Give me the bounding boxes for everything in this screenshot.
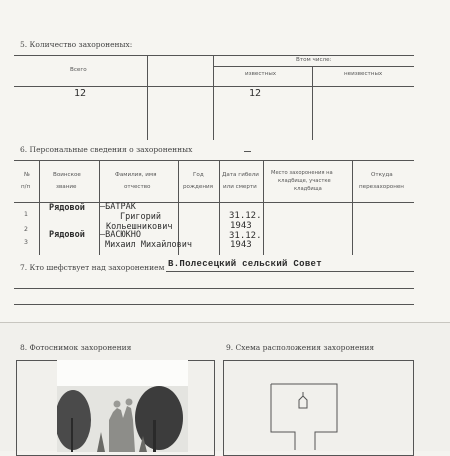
section5-including-header: Втом числе: [296, 57, 332, 63]
hdr-place-b: кладбище, участке [278, 178, 331, 184]
hdr-place-a: Место захоронения на [271, 170, 333, 176]
section5-total-value: 12 [74, 88, 87, 99]
section5-known-header: известных [245, 71, 277, 77]
section7-underline [166, 271, 414, 272]
section5-unknown-header: неизвестных [344, 71, 383, 77]
section5-heading: 5. Количество захороненых: [20, 40, 133, 49]
row-num: 1 [24, 211, 28, 218]
hdr-from-a: Откуда [371, 172, 393, 178]
section6-heading-dash [244, 151, 251, 152]
hdr-death-b: или смерти [223, 184, 257, 190]
section8-heading: 8. Фотоснимок захоронения [20, 343, 132, 352]
section6-col-div-5 [263, 160, 264, 255]
burial-photo [57, 360, 188, 452]
row-name-line1: —БАТРАК [100, 202, 136, 212]
row-name-line2: Михаил Михайлович [105, 240, 192, 250]
row-date-line2: 1943 [230, 221, 252, 231]
row-name-line1: —ВАСЮКНО [100, 230, 141, 240]
section7-rule-2 [14, 288, 414, 289]
section5-total-header: Всего [70, 67, 87, 73]
row-rank: Рядовой [49, 203, 85, 213]
section5-col-divider-3 [312, 66, 313, 140]
row-date-line2: 1943 [230, 240, 252, 250]
burial-scheme-diagram [223, 360, 414, 450]
section5-col-divider-2 [213, 55, 214, 140]
hdr-death-a: Дата гибели [222, 172, 259, 178]
section7-heading: 7. Кто шефствует над захоронением [20, 263, 165, 272]
section6-heading: 6. Персональные сведения о захороненных [20, 145, 193, 154]
section6-col-div-1 [39, 160, 40, 255]
row-num: 3 [24, 239, 28, 246]
section9-heading: 9. Схема расположения захоронения [226, 343, 375, 352]
row-date-line1: 31.12. [229, 231, 262, 241]
hdr-year-a: Год [193, 172, 204, 178]
row-name-line3: Кольешникович [106, 222, 173, 232]
hdr-num-b: п/п [21, 184, 31, 190]
hdr-name-b: отчество [124, 184, 151, 190]
row-rank: Рядовой [49, 230, 85, 240]
section6-col-div-6 [352, 160, 353, 255]
hdr-name-a: Фамилия, имя [115, 172, 157, 178]
section6-col-div-4 [219, 160, 220, 255]
section5-header-rule [14, 86, 414, 87]
hdr-year-b: рождения [183, 184, 213, 190]
section5-known-value: 12 [249, 88, 262, 99]
hdr-num-a: № [24, 172, 30, 178]
hdr-rank-b: звание [56, 184, 77, 190]
section5-sub-rule [213, 66, 414, 67]
section7-rule-3 [14, 304, 414, 305]
row-name-line2: Григорий [120, 212, 161, 222]
row-date-line1: 31.12. [229, 211, 262, 221]
hdr-from-b: перезахоронен [359, 184, 404, 190]
row-num: 2 [24, 226, 28, 233]
section6-top-rule [14, 160, 414, 161]
section7-patron-value: В.Полесецкий сельский Совет [168, 259, 322, 269]
section5-col-divider-1 [147, 55, 148, 140]
hdr-place-c: кладбища [294, 186, 322, 192]
section5-top-rule [14, 55, 414, 56]
hdr-rank-a: Воинское [53, 172, 81, 178]
